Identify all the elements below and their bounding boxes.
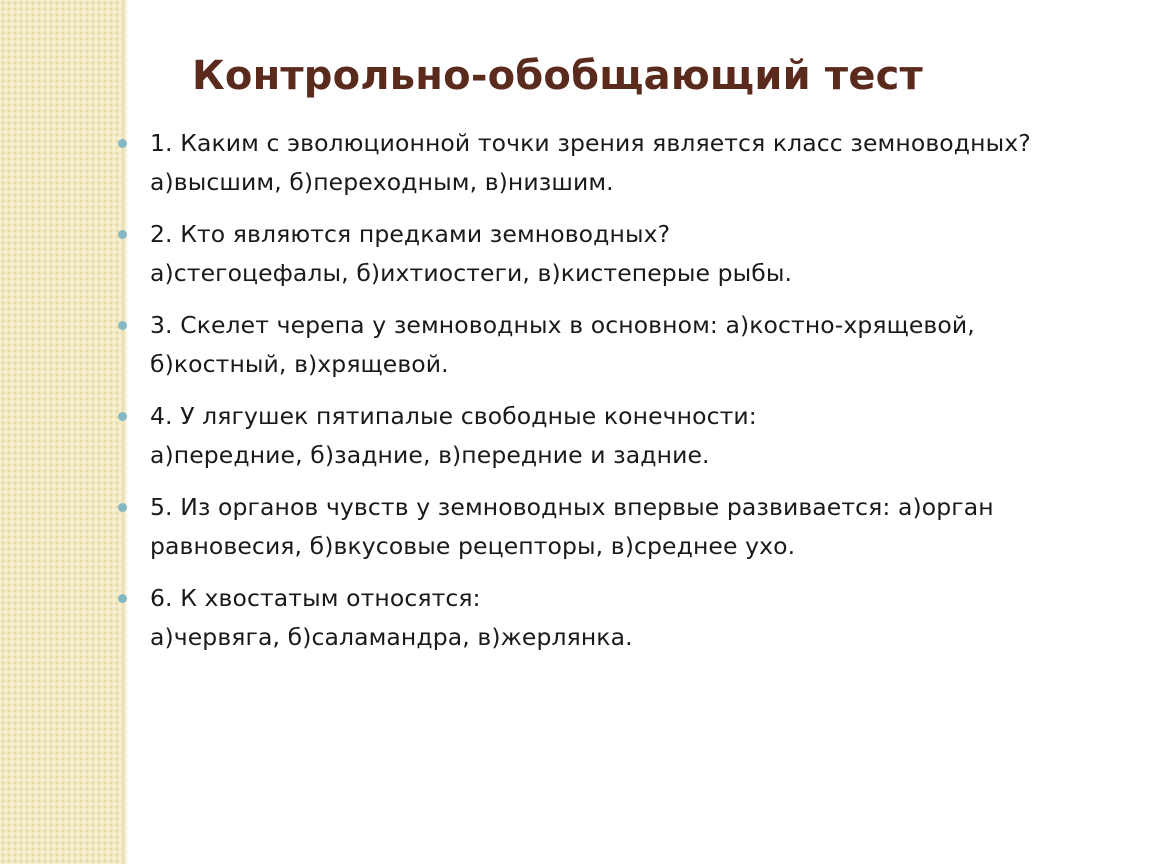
question-item-2 — [118, 215, 1138, 293]
bullet-dot-icon — [118, 230, 127, 239]
bullet-dot-icon — [118, 321, 127, 330]
bullet-dot-icon — [118, 594, 127, 603]
question-text: 4. У лягушек пятипалые свободные конечности: — [150, 402, 757, 430]
question-item-4 — [118, 397, 1138, 475]
answer-options: равновесия, б)вкусовые рецепторы, в)среднее ухо. — [150, 532, 796, 560]
answer-options: а)стегоцефалы, б)ихтиостеги, в)кистеперые рыбы. — [150, 259, 793, 287]
question-list — [118, 124, 1138, 670]
question-text: 3. Скелет черепа у земноводных в основном: а)костно-хрящевой, — [150, 311, 975, 339]
decorative-side-strip — [0, 0, 122, 864]
question-text: 6. К хвостатым относятся: — [150, 584, 481, 612]
question-item-3 — [118, 306, 1138, 384]
answer-options: а)высшим, б)переходным, в)низшим. — [150, 168, 614, 196]
slide-title: Контрольно-обобщающий тест — [192, 53, 923, 99]
question-item-1 — [118, 124, 1138, 202]
answer-options: а)передние, б)задние, в)передние и задние. — [150, 441, 710, 469]
question-item-6 — [118, 579, 1138, 657]
question-text: 2. Кто являются предками земноводных? — [150, 220, 671, 248]
bullet-dot-icon — [118, 503, 127, 512]
bullet-dot-icon — [118, 412, 127, 421]
bullet-dot-icon — [118, 139, 127, 148]
question-text: 5. Из органов чувств у земноводных впервые развивается: а)орган — [150, 493, 994, 521]
answer-options: б)костный, в)хрящевой. — [150, 350, 449, 378]
question-text: 1. Каким с эволюционной точки зрения является класс земноводных? — [150, 129, 1031, 157]
question-item-5 — [118, 488, 1138, 566]
answer-options: а)червяга, б)саламандра, в)жерлянка. — [150, 623, 633, 651]
